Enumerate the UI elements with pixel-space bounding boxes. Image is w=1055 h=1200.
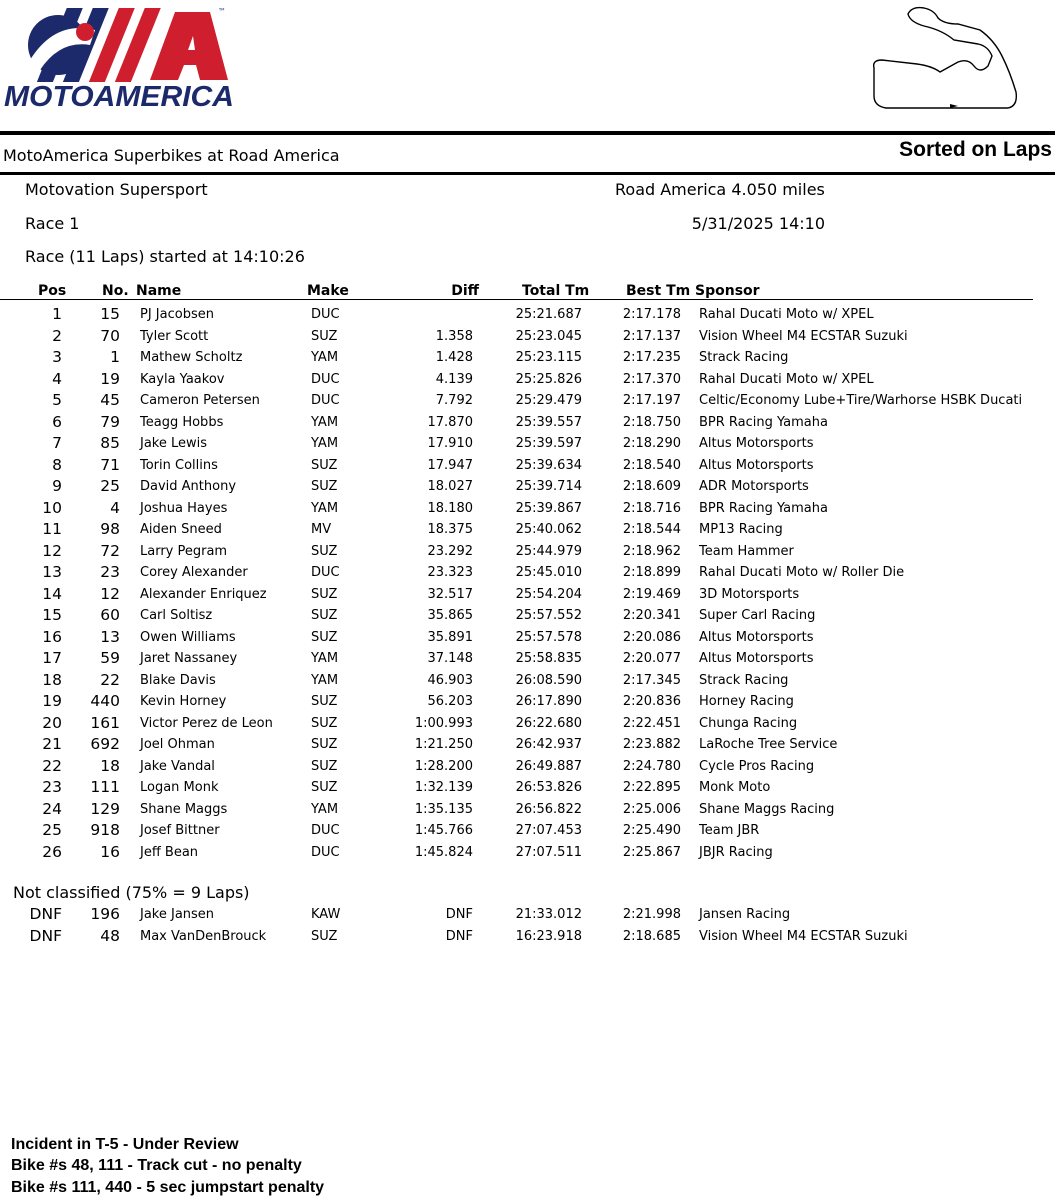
cell-diff: 56.203 (427, 694, 473, 709)
cell-make: DUC (311, 844, 340, 860)
cell-best: 2:22.895 (622, 780, 681, 795)
cell-name: Shane Maggs (140, 801, 228, 817)
cell-total: 16:23.918 (515, 928, 582, 944)
cell-sponsor: LaRoche Tree Service (699, 737, 838, 752)
cell-name: PJ Jacobsen (140, 307, 214, 322)
cell-best: 2:24.780 (622, 758, 681, 774)
cell-no: 1 (110, 348, 120, 366)
cell-diff: 17.870 (427, 414, 473, 430)
session-name: Race 1 (25, 214, 80, 233)
cell-total: 26:22.680 (515, 715, 582, 731)
cell-total: 25:39.867 (515, 500, 582, 516)
cell-no: 196 (90, 905, 120, 923)
cell-sponsor: Altus Motorsports (699, 457, 814, 473)
cell-make: SUZ (311, 715, 338, 731)
cell-best: 2:23.882 (622, 737, 681, 752)
cell-diff: 7.792 (435, 393, 473, 408)
cell-total: 27:07.511 (515, 844, 582, 860)
table-row (0, 605, 1055, 626)
table-row (0, 476, 1055, 497)
cell-pos: 11 (42, 520, 62, 538)
cell-pos: 6 (52, 412, 62, 431)
cell-name: Jeff Bean (140, 844, 199, 860)
table-row (0, 926, 1055, 947)
cell-total: 25:44.979 (515, 543, 582, 559)
cell-name: Logan Monk (140, 780, 219, 795)
cell-no: 48 (100, 926, 120, 945)
cell-no: 59 (100, 649, 120, 667)
cell-total: 26:42.937 (515, 737, 582, 752)
cell-best: 2:21.998 (622, 907, 681, 922)
cell-best: 2:18.685 (622, 928, 681, 944)
cell-name: Mathew Scholtz (140, 350, 243, 365)
cell-diff: DNF (445, 907, 473, 922)
col-pos: Pos (38, 283, 67, 299)
cell-best: 2:25.867 (622, 844, 681, 860)
cell-best: 2:18.716 (622, 500, 681, 516)
cell-no: 23 (100, 563, 120, 581)
note-1: Incident in T-5 - Under Review (11, 1136, 239, 1153)
cell-no: 71 (100, 455, 120, 474)
cell-pos: 25 (42, 821, 62, 839)
col-name: Name (136, 283, 182, 299)
table-row (0, 799, 1055, 820)
cell-no: 16 (100, 842, 120, 861)
cell-sponsor: Altus Motorsports (699, 436, 814, 451)
cell-pos: 20 (42, 713, 62, 732)
cell-no: 85 (100, 434, 120, 452)
cell-no: 161 (90, 713, 120, 732)
cell-name: Jake Vandal (140, 758, 215, 774)
cell-sponsor: Vision Wheel M4 ECSTAR Suzuki (699, 328, 908, 344)
cell-pos: 4 (52, 369, 62, 388)
cell-no: 15 (100, 305, 120, 323)
cell-make: SUZ (311, 737, 338, 752)
cell-diff: 1.358 (435, 328, 473, 344)
cell-diff: 18.375 (427, 522, 473, 537)
cell-best: 2:18.962 (622, 543, 681, 559)
cell-no: 111 (90, 778, 120, 796)
cell-no: 98 (100, 520, 120, 538)
cell-sponsor: Altus Motorsports (699, 629, 814, 645)
session-datetime: 5/31/2025 14:10 (691, 214, 825, 233)
cell-make: DUC (311, 393, 340, 408)
cell-name: Torin Collins (140, 457, 218, 473)
cell-pos: 19 (42, 692, 62, 710)
cell-name: Cameron Petersen (140, 393, 260, 408)
cell-best: 2:18.750 (622, 414, 681, 430)
table-row (0, 347, 1055, 368)
cell-pos: 3 (52, 348, 62, 366)
cell-pos: 12 (42, 541, 62, 560)
cell-best: 2:18.899 (622, 565, 681, 580)
cell-total: 26:08.590 (515, 672, 582, 688)
cell-diff: 1:21.250 (414, 737, 473, 752)
cell-best: 2:17.178 (622, 307, 681, 322)
table-row (0, 756, 1055, 777)
cell-total: 25:57.578 (515, 629, 582, 645)
cell-diff: 23.323 (427, 565, 473, 580)
table-row (0, 541, 1055, 562)
cell-make: YAM (311, 414, 339, 430)
cell-pos: 24 (42, 799, 62, 818)
cell-pos: 13 (42, 563, 62, 581)
cell-make: SUZ (311, 629, 338, 645)
cell-diff: 1:00.993 (414, 715, 473, 731)
cell-pos: 10 (42, 498, 62, 517)
cell-diff: 4.139 (435, 371, 473, 387)
cell-pos: 2 (52, 326, 62, 345)
table-row (0, 627, 1055, 648)
cell-pos: 26 (42, 842, 62, 861)
cell-pos: 7 (52, 434, 62, 452)
cell-name: Josef Bittner (140, 823, 220, 838)
cell-make: DUC (311, 565, 340, 580)
cell-total: 25:40.062 (515, 522, 582, 537)
table-row (0, 777, 1055, 798)
cell-name: Carl Soltisz (140, 608, 213, 623)
cell-sponsor: Rahal Ducati Moto w/ Roller Die (699, 565, 905, 580)
cell-best: 2:18.290 (622, 436, 681, 451)
cell-make: SUZ (311, 608, 338, 623)
cell-diff: 1:45.824 (414, 844, 473, 860)
cell-total: 25:25.826 (515, 371, 582, 387)
cell-sponsor: Monk Moto (699, 780, 771, 795)
cell-total: 25:39.634 (515, 457, 582, 473)
cell-pos: DNF (29, 926, 62, 945)
cell-pos: 1 (52, 305, 62, 323)
cell-name: Max VanDenBrouck (140, 928, 267, 944)
cell-best: 2:19.469 (622, 586, 681, 602)
cell-make: SUZ (311, 543, 338, 559)
cell-no: 22 (100, 670, 120, 689)
cell-make: YAM (311, 500, 339, 516)
cell-sponsor: Strack Racing (699, 350, 789, 365)
cell-pos: 17 (42, 649, 62, 667)
track-map (862, 0, 1042, 120)
cell-name: Alexander Enriquez (140, 586, 267, 602)
col-sponsor: Sponsor (695, 283, 760, 299)
cell-total: 25:58.835 (515, 651, 582, 666)
cell-sponsor: Team Hammer (699, 543, 794, 559)
cell-pos: 5 (52, 391, 62, 409)
cell-no: 18 (100, 756, 120, 775)
cell-diff: 18.027 (427, 479, 473, 494)
cell-diff: DNF (445, 928, 473, 944)
cell-sponsor: MP13 Racing (699, 522, 783, 537)
cell-no: 129 (90, 799, 120, 818)
column-header-rule (0, 299, 1033, 300)
cell-make: DUC (311, 823, 340, 838)
cell-diff: 1:32.139 (414, 780, 473, 795)
track-info: Road America 4.050 miles (615, 180, 825, 199)
cell-make: SUZ (311, 457, 338, 473)
cell-make: SUZ (311, 928, 338, 944)
cell-pos: 15 (42, 606, 62, 624)
cell-best: 2:17.137 (622, 328, 681, 344)
cell-total: 25:45.010 (515, 565, 582, 580)
cell-total: 25:57.552 (515, 608, 582, 623)
cell-make: SUZ (311, 479, 338, 494)
cell-pos: 21 (42, 735, 62, 753)
cell-sponsor: ADR Motorsports (699, 479, 809, 494)
table-row (0, 304, 1055, 325)
cell-no: 19 (100, 369, 120, 388)
cell-no: 60 (100, 606, 120, 624)
cell-best: 2:18.609 (622, 479, 681, 494)
table-row (0, 519, 1055, 540)
cell-best: 2:17.345 (622, 672, 681, 688)
table-row (0, 691, 1055, 712)
cell-diff: 46.903 (427, 672, 473, 688)
table-row (0, 412, 1055, 433)
cell-no: 79 (100, 412, 120, 431)
note-3: Bike #s 111, 440 - 5 sec jumpstart penalty (11, 1179, 325, 1196)
cell-sponsor: Cycle Pros Racing (699, 758, 815, 774)
cell-make: SUZ (311, 780, 338, 795)
cell-name: Owen Williams (140, 629, 236, 645)
cell-name: Jake Jansen (140, 907, 215, 922)
cell-total: 25:54.204 (515, 586, 582, 602)
cell-name: Victor Perez de Leon (140, 715, 273, 731)
table-row (0, 455, 1055, 476)
cell-name: Jake Lewis (140, 436, 208, 451)
cell-best: 2:17.197 (622, 393, 681, 408)
cell-best: 2:22.451 (622, 715, 681, 731)
table-row (0, 734, 1055, 755)
cell-pos: 16 (42, 627, 62, 646)
cell-make: SUZ (311, 328, 338, 344)
race-start: Race (11 Laps) started at 14:10:26 (25, 247, 305, 266)
cell-name: Joshua Hayes (140, 500, 228, 516)
sort-label: Sorted on Laps (899, 138, 1052, 161)
cell-sponsor: Altus Motorsports (699, 651, 814, 666)
cell-name: Tyler Scott (140, 328, 209, 344)
cell-best: 2:20.077 (622, 651, 681, 666)
cell-no: 692 (90, 735, 120, 753)
cell-no: 4 (110, 498, 120, 517)
cell-total: 27:07.453 (515, 823, 582, 838)
cell-make: SUZ (311, 758, 338, 774)
cell-make: YAM (311, 801, 339, 817)
cell-total: 26:53.826 (515, 780, 582, 795)
cell-total: 26:56.822 (515, 801, 582, 817)
cell-diff: 1:45.766 (414, 823, 473, 838)
cell-sponsor: JBJR Racing (699, 844, 773, 860)
table-row (0, 369, 1055, 390)
cell-name: Joel Ohman (140, 737, 215, 752)
table-row (0, 670, 1055, 691)
table-row (0, 648, 1055, 669)
cell-make: YAM (311, 350, 339, 365)
cell-make: SUZ (311, 694, 338, 709)
cell-total: 26:49.887 (515, 758, 582, 774)
table-row (0, 498, 1055, 519)
cell-sponsor: BPR Racing Yamaha (699, 414, 828, 430)
event-title: MotoAmerica Superbikes at Road America (3, 146, 340, 165)
top-rule (0, 131, 1055, 135)
col-total: Total Tm (522, 283, 590, 299)
cell-sponsor: 3D Motorsports (699, 586, 800, 602)
cell-total: 21:33.012 (515, 907, 582, 922)
cell-total: 25:39.557 (515, 414, 582, 430)
cell-name: Corey Alexander (140, 565, 248, 580)
col-no: No. (102, 283, 129, 299)
cell-sponsor: BPR Racing Yamaha (699, 500, 828, 516)
cell-total: 25:23.045 (515, 328, 582, 344)
cell-pos: 18 (42, 670, 62, 689)
not-classified-label: Not classified (75% = 9 Laps) (13, 883, 250, 902)
cell-total: 25:23.115 (515, 350, 582, 365)
cell-sponsor: Team JBR (699, 823, 760, 838)
cell-best: 2:25.006 (622, 801, 681, 817)
cell-diff: 1:28.200 (414, 758, 473, 774)
note-2: Bike #s 48, 111 - Track cut - no penalty (11, 1157, 302, 1174)
cell-name: Kevin Horney (140, 694, 227, 709)
cell-make: DUC (311, 371, 340, 387)
cell-make: YAM (311, 651, 339, 666)
cell-name: David Anthony (140, 479, 237, 494)
table-row (0, 713, 1055, 734)
cell-diff: 17.947 (427, 457, 473, 473)
cell-pos: 14 (42, 584, 62, 603)
cell-total: 25:29.479 (515, 393, 582, 408)
table-row (0, 904, 1055, 925)
header-rule (0, 172, 1055, 175)
cell-total: 25:39.714 (515, 479, 582, 494)
cell-best: 2:20.836 (622, 694, 681, 709)
table-row (0, 820, 1055, 841)
cell-diff: 1.428 (435, 350, 473, 365)
motoamerica-logo (0, 0, 240, 115)
cell-no: 918 (90, 821, 120, 839)
cell-best: 2:18.540 (622, 457, 681, 473)
cell-sponsor: Chunga Racing (699, 715, 798, 731)
cell-name: Larry Pegram (140, 543, 228, 559)
cell-sponsor: Celtic/Economy Lube+Tire/Warhorse HSBK Ducati (699, 393, 1023, 408)
cell-name: Aiden Sneed (140, 522, 222, 537)
cell-make: YAM (311, 672, 339, 688)
cell-sponsor: Rahal Ducati Moto w/ XPEL (699, 307, 874, 322)
class-name: Motovation Supersport (25, 180, 208, 199)
cell-no: 440 (90, 692, 120, 710)
cell-no: 72 (100, 541, 120, 560)
cell-diff: 23.292 (427, 543, 473, 559)
cell-diff: 35.891 (427, 629, 473, 645)
col-diff: Diff (451, 283, 479, 299)
cell-sponsor: Rahal Ducati Moto w/ XPEL (699, 371, 874, 387)
cell-pos: 22 (42, 756, 62, 775)
cell-no: 45 (100, 391, 120, 409)
cell-no: 25 (100, 477, 120, 495)
cell-pos: 8 (52, 455, 62, 474)
cell-diff: 18.180 (427, 500, 473, 516)
cell-sponsor: Horney Racing (699, 694, 794, 709)
cell-make: DUC (311, 307, 340, 322)
cell-make: KAW (311, 907, 341, 922)
cell-name: Teagg Hobbs (140, 414, 224, 430)
cell-pos: 23 (42, 778, 62, 796)
table-row (0, 433, 1055, 454)
cell-name: Kayla Yaakov (140, 371, 225, 387)
cell-pos: 9 (52, 477, 62, 495)
cell-diff: 1:35.135 (414, 801, 473, 817)
cell-sponsor: Strack Racing (699, 672, 789, 688)
cell-name: Jaret Nassaney (140, 651, 238, 666)
cell-make: MV (311, 522, 332, 537)
cell-sponsor: Shane Maggs Racing (699, 801, 835, 817)
cell-total: 25:39.597 (515, 436, 582, 451)
cell-diff: 17.910 (427, 436, 473, 451)
cell-best: 2:20.086 (622, 629, 681, 645)
cell-make: YAM (311, 436, 339, 451)
cell-sponsor: Vision Wheel M4 ECSTAR Suzuki (699, 928, 908, 944)
cell-total: 25:21.687 (515, 307, 582, 322)
cell-pos: DNF (29, 905, 62, 923)
cell-no: 12 (100, 584, 120, 603)
cell-make: SUZ (311, 586, 338, 602)
cell-no: 13 (100, 627, 120, 646)
table-row (0, 584, 1055, 605)
cell-sponsor: Jansen Racing (699, 907, 791, 922)
table-row (0, 562, 1055, 583)
cell-diff: 35.865 (427, 608, 473, 623)
table-row (0, 326, 1055, 347)
cell-best: 2:17.235 (622, 350, 681, 365)
logo-a-shape (150, 12, 228, 80)
logo-wordmark: MOTOAMERICA (4, 81, 234, 113)
cell-best: 2:20.341 (622, 608, 681, 623)
cell-best: 2:25.490 (622, 823, 681, 838)
cell-total: 26:17.890 (515, 694, 582, 709)
logo-trademark: ™ (218, 7, 226, 16)
col-make: Make (307, 283, 349, 299)
cell-diff: 32.517 (427, 586, 473, 602)
cell-name: Blake Davis (140, 672, 216, 688)
table-row (0, 842, 1055, 863)
cell-no: 70 (100, 326, 120, 345)
cell-best: 2:17.370 (622, 371, 681, 387)
cell-diff: 37.148 (427, 651, 473, 666)
cell-best: 2:18.544 (622, 522, 681, 537)
cell-sponsor: Super Carl Racing (699, 608, 816, 623)
table-row (0, 390, 1055, 411)
col-best: Best Tm (626, 283, 691, 299)
